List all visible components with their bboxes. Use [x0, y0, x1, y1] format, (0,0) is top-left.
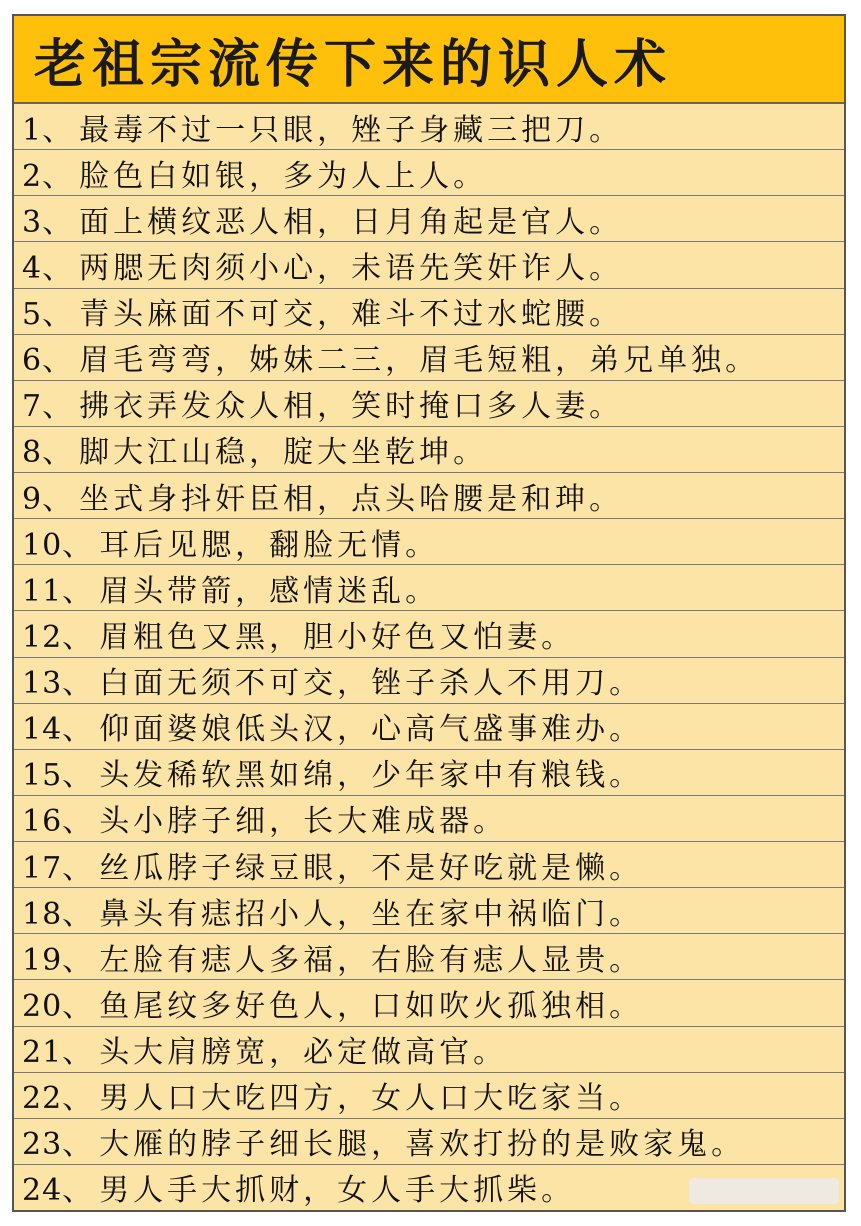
item-text: 白面无须不可交，锉子杀人不用刀。	[99, 666, 644, 702]
item-text: 最毒不过一只眼，矬子身藏三把刀。	[79, 112, 624, 148]
item-text: 男人口大吃四方，女人口大吃家当。	[99, 1081, 644, 1117]
list-item	[14, 150, 844, 196]
list-item	[14, 427, 844, 473]
item-number: 14、	[22, 712, 94, 748]
item-text: 鼻头有痣招小人，坐在家中祸临门。	[99, 896, 644, 932]
item-number: 1、	[22, 112, 74, 148]
list-item	[14, 289, 844, 335]
item-text: 头小脖子细，长大难成器。	[99, 804, 508, 840]
item-text: 头发稀软黑如绵，少年家中有粮钱。	[99, 758, 644, 794]
item-number: 13、	[22, 666, 94, 702]
item-text: 脚大江山稳，腚大坐乾坤。	[79, 435, 488, 471]
item-text: 青头麻面不可交，难斗不过水蛇腰。	[79, 297, 624, 333]
item-text: 坐式身抖奸臣相，点头哈腰是和珅。	[79, 481, 624, 517]
item-text: 拂衣弄发众人相，笑时掩口多人妻。	[79, 389, 624, 425]
item-text: 头大肩膀宽，必定做高官。	[99, 1035, 508, 1071]
item-text: 鱼尾纹多好色人，口如吹火孤独相。	[99, 988, 644, 1024]
list-item	[14, 934, 844, 980]
item-text: 面上横纹恶人相，日月角起是官人。	[79, 204, 624, 240]
list-item	[14, 196, 844, 242]
list-item	[14, 381, 844, 427]
item-text: 仰面婆娘低头汉，心高气盛事难办。	[99, 712, 644, 748]
page-title: 老祖宗流传下来的识人术	[34, 33, 673, 95]
list-item	[14, 1119, 844, 1165]
item-number: 9、	[22, 481, 74, 517]
item-text: 脸色白如银，多为人上人。	[79, 158, 488, 194]
item-number: 20、	[22, 988, 94, 1024]
item-number: 10、	[22, 527, 94, 563]
list-item	[14, 519, 844, 565]
item-text: 大雁的脖子细长腿，喜欢打扮的是败家鬼。	[99, 1127, 746, 1163]
item-text: 眉头带箭，感情迷乱。	[99, 573, 440, 609]
list-item	[14, 658, 844, 704]
item-number: 18、	[22, 896, 94, 932]
list-item	[14, 704, 844, 750]
list-item	[14, 242, 844, 288]
item-number: 21、	[22, 1035, 94, 1071]
list-item	[14, 888, 844, 934]
item-text: 眉粗色又黑，胆小好色又怕妻。	[99, 619, 576, 655]
list-item	[14, 473, 844, 519]
item-text: 丝瓜脖子绿豆眼，不是好吃就是懒。	[99, 850, 644, 886]
list-item	[14, 1027, 844, 1073]
item-number: 15、	[22, 758, 94, 794]
item-number: 22、	[22, 1081, 94, 1117]
list-item	[14, 611, 844, 657]
item-text: 男人手大抓财，女人手大抓柴。	[99, 1173, 576, 1209]
list-item	[14, 842, 844, 888]
item-text: 眉毛弯弯，姊妹二三，眉毛短粗，弟兄单独。	[79, 343, 760, 379]
item-number: 23、	[22, 1127, 94, 1163]
saying-list	[14, 104, 844, 1210]
watermark-blur	[689, 1178, 839, 1204]
document-sheet	[12, 14, 846, 1212]
item-number: 24、	[22, 1173, 94, 1209]
list-item	[14, 796, 844, 842]
item-number: 19、	[22, 942, 94, 978]
list-item	[14, 750, 844, 796]
item-number: 8、	[22, 435, 74, 471]
list-item	[14, 335, 844, 381]
item-text: 左脸有痣人多福，右脸有痣人显贵。	[99, 942, 644, 978]
item-number: 3、	[22, 204, 74, 240]
item-number: 6、	[22, 343, 74, 379]
item-text: 两腮无肉须小心，未语先笑奸诈人。	[79, 250, 624, 286]
title-banner	[14, 16, 844, 104]
item-number: 7、	[22, 389, 74, 425]
list-item	[14, 1073, 844, 1119]
item-number: 2、	[22, 158, 74, 194]
item-number: 12、	[22, 619, 94, 655]
list-item	[14, 980, 844, 1026]
item-number: 4、	[22, 250, 74, 286]
list-item	[14, 104, 844, 150]
item-number: 11、	[22, 573, 94, 609]
list-item	[14, 565, 844, 611]
item-number: 17、	[22, 850, 94, 886]
item-number: 5、	[22, 297, 74, 333]
item-text: 耳后见腮，翻脸无情。	[99, 527, 440, 563]
item-number: 16、	[22, 804, 94, 840]
